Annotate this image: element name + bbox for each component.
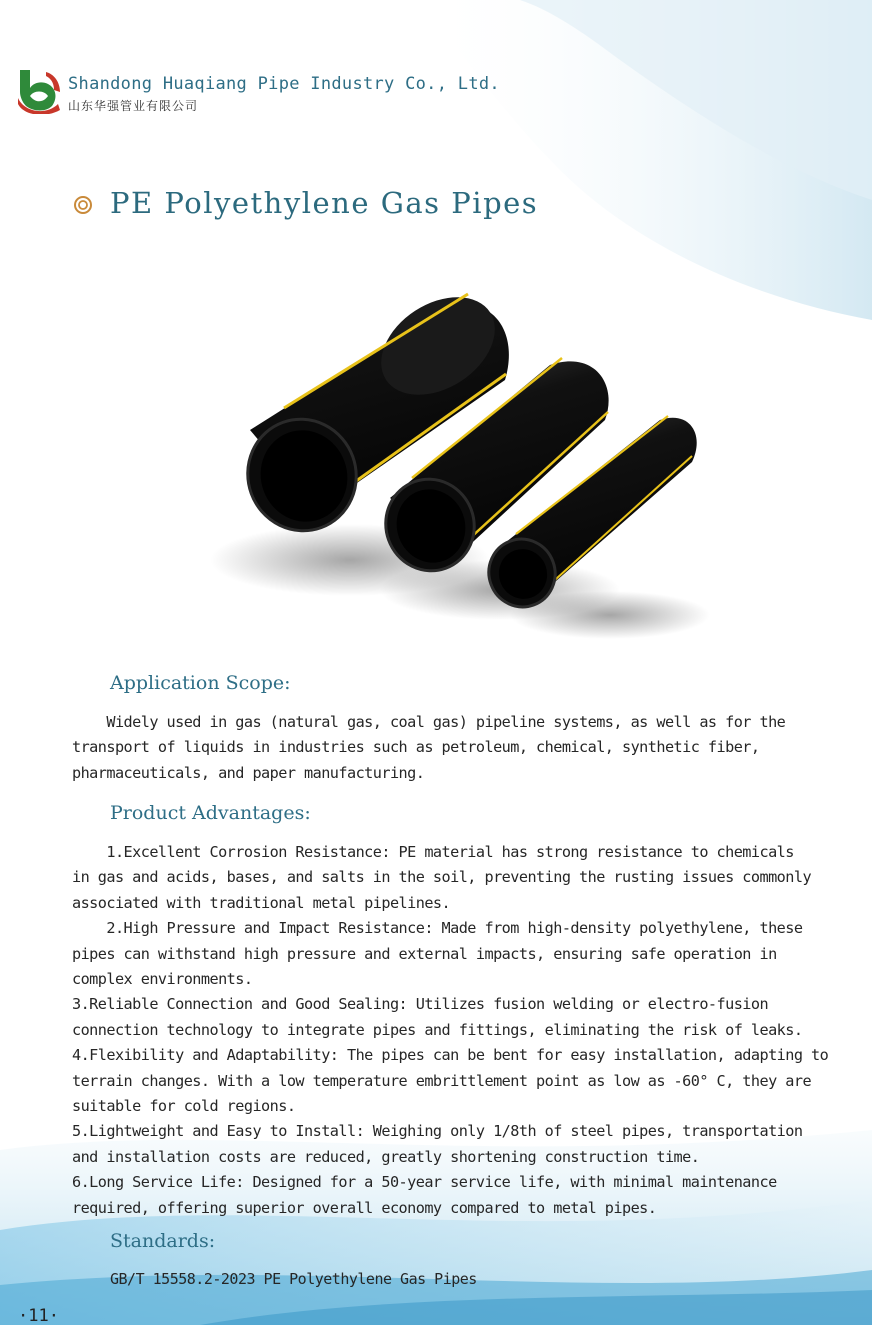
page-title: PE Polyethylene Gas Pipes bbox=[110, 186, 539, 220]
product-advantages-text bbox=[72, 840, 872, 1221]
text-line: associated with traditional metal pipelines. bbox=[72, 893, 451, 912]
text-line: pharmaceuticals, and paper manufacturing. bbox=[72, 763, 425, 782]
page-header bbox=[16, 66, 616, 116]
title-row bbox=[72, 186, 772, 226]
double-circle-icon bbox=[72, 194, 94, 216]
text-line: in gas and acids, bases, and salts in the soil, preventing the rusting issues commonly bbox=[72, 868, 812, 887]
pe-pipes-image bbox=[200, 270, 720, 650]
application-scope-heading: Application Scope: bbox=[110, 672, 291, 694]
standards-heading: Standards: bbox=[110, 1230, 216, 1252]
text-line: transport of liquids in industries such as petroleum, chemical, synthetic fiber, bbox=[72, 738, 760, 757]
page-number: ·11· bbox=[18, 1306, 59, 1326]
text-line: 6.Long Service Life: Designed for a 50-year service life, with minimal maintenance bbox=[72, 1173, 777, 1192]
text-line: 5.Lightweight and Easy to Install: Weighing only 1/8th of steel pipes, transportation bbox=[72, 1122, 803, 1141]
text-line: 1.Excellent Corrosion Resistance: PE material has strong resistance to chemicals bbox=[72, 843, 794, 861]
text-line: suitable for cold regions. bbox=[72, 1097, 296, 1116]
product-advantages-heading: Product Advantages: bbox=[110, 802, 311, 824]
text-line: pipes can withstand high pressure and external impacts, ensuring safe operation in bbox=[72, 944, 777, 963]
company-name-chinese: 山东华强管业有限公司 bbox=[68, 99, 199, 113]
text-line: 2.High Pressure and Impact Resistance: Made from high-density polyethylene, these bbox=[72, 919, 803, 938]
company-logo bbox=[16, 66, 62, 114]
text-line: required, offering superior overall economy compared to metal pipes. bbox=[72, 1198, 657, 1217]
text-line: terrain changes. With a low temperature embrittlement point as low as -60° C, they are bbox=[72, 1071, 812, 1090]
text-line: connection technology to integrate pipes and fittings, eliminating the risk of leaks. bbox=[72, 1020, 803, 1039]
standard-item: GB/T 15558.2-2023 PE Polyethylene Gas Pipes bbox=[110, 1270, 477, 1288]
text-line: complex environments. bbox=[72, 970, 253, 989]
application-scope-text bbox=[72, 710, 872, 786]
text-line: 4.Flexibility and Adaptability: The pipes can be bent for easy installation, adapting to bbox=[72, 1046, 829, 1065]
text-line: 3.Reliable Connection and Good Sealing: Utilizes fusion welding or electro-fusion bbox=[72, 995, 769, 1014]
text-line: Widely used in gas (natural gas, coal gas) pipeline systems, as well as for the bbox=[72, 713, 786, 731]
company-name-english: Shandong Huaqiang Pipe Industry Co., Ltd. bbox=[68, 74, 500, 94]
text-line: and installation costs are reduced, greatly shortening construction time. bbox=[72, 1147, 700, 1166]
